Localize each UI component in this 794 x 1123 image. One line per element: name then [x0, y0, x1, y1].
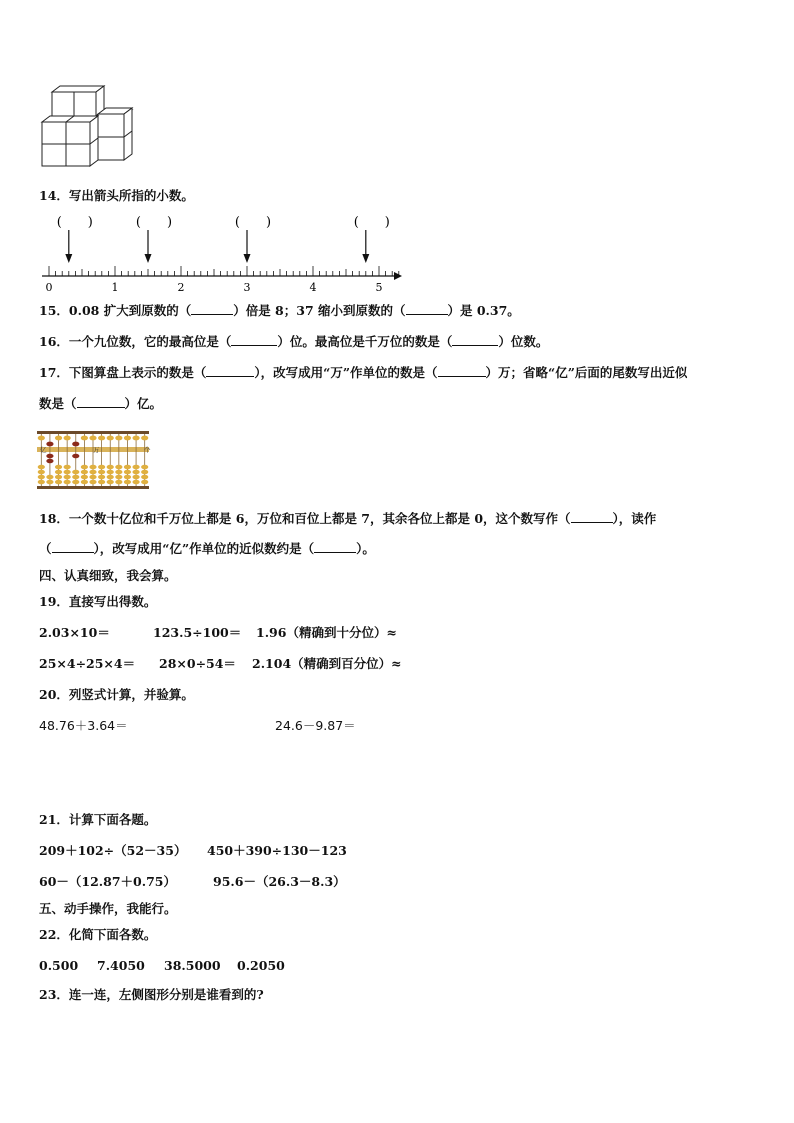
- q15-line: 15．0.08 扩大到原数的（ ）倍是 8；37 缩小到原数的（ ）是 0.37。: [39, 303, 520, 318]
- q22-number: 7.4050: [97, 958, 145, 973]
- number-line: [36, 208, 416, 298]
- q19-item: 1.96（精确到十分位）≈: [256, 625, 397, 640]
- q20-title: 20．列竖式计算，并验算。: [39, 687, 194, 702]
- abacus-bead: [107, 465, 114, 470]
- q20-expression: 48.76＋3.64＝: [39, 718, 128, 733]
- abacus-bead: [132, 436, 139, 441]
- answer-blank[interactable]: [52, 541, 94, 553]
- abacus-bead: [107, 480, 114, 485]
- q19-item: 2.03×10＝: [39, 625, 110, 640]
- abacus-bead: [72, 475, 79, 480]
- arrow-head: [362, 254, 369, 263]
- number-line-arrowhead: [394, 272, 402, 280]
- abacus-bead: [141, 475, 148, 480]
- abacus-bead: [46, 475, 53, 480]
- abacus-bead: [132, 475, 139, 480]
- abacus-bead: [132, 465, 139, 470]
- q19-item: 25×4÷25×4＝: [39, 656, 136, 671]
- abacus-bead: [46, 480, 53, 485]
- abacus-bead: [38, 436, 45, 441]
- abacus-bead: [55, 475, 62, 480]
- q17-line2: 数是（ ）亿。: [39, 396, 163, 411]
- abacus-bead: [141, 465, 148, 470]
- abacus-bottom-bar: [37, 486, 149, 489]
- q14-title: 14．写出箭头所指的小数。: [39, 188, 194, 203]
- number-line-tick-label: 5: [375, 281, 383, 294]
- q21-title: 21．计算下面各题。: [39, 812, 157, 827]
- abacus-bead: [89, 465, 96, 470]
- abacus-bead: [55, 470, 62, 475]
- abacus-bead: [98, 470, 105, 475]
- abacus-place-label: 亿: [40, 446, 47, 454]
- q20-expression: 24.6－9.87＝: [275, 718, 356, 733]
- abacus-bead: [64, 465, 71, 470]
- section-4-heading: 四、认真细致，我会算。: [39, 568, 177, 583]
- cube-stack-figure: [38, 84, 138, 174]
- arrow-head: [244, 254, 251, 263]
- abacus-figure: [36, 429, 150, 491]
- arrow-head: [65, 254, 72, 263]
- abacus-bead: [141, 480, 148, 485]
- q18-line1: 18．一个数十亿位和千万位上都是 6，万位和百位上都是 7，其余各位上都是 0，这个数写作（ ），读作: [39, 511, 657, 526]
- answer-paren: ( ): [353, 215, 390, 230]
- answer-blank[interactable]: [191, 303, 233, 315]
- abacus-bead: [124, 480, 131, 485]
- answer-blank[interactable]: [438, 365, 486, 377]
- q19-item: 123.5÷100＝: [153, 625, 242, 640]
- arrow-head: [145, 254, 152, 263]
- abacus-bead: [89, 475, 96, 480]
- abacus-bead: [124, 465, 131, 470]
- abacus-bead: [107, 470, 114, 475]
- q21-expression: 209＋102÷（52－35）: [39, 843, 187, 858]
- q19-title: 19．直接写出得数。: [39, 594, 157, 609]
- abacus-bead: [89, 480, 96, 485]
- answer-blank[interactable]: [452, 334, 498, 346]
- abacus-bead: [124, 475, 131, 480]
- answer-blank[interactable]: [206, 365, 254, 377]
- abacus-bead: [89, 470, 96, 475]
- abacus-top-bar: [37, 431, 149, 434]
- abacus-bead: [115, 470, 122, 475]
- number-line-tick-label: 3: [243, 281, 251, 294]
- abacus-bead: [115, 480, 122, 485]
- number-line-tick-label: 0: [45, 281, 53, 294]
- answer-paren: ( ): [234, 215, 272, 230]
- q16-line: 16．一个九位数，它的最高位是（ ）位。最高位是千万位的数是（ ）位数。: [39, 334, 549, 349]
- q22-title: 22．化简下面各数。: [39, 927, 157, 942]
- q21-expression: 450＋390÷130－123: [207, 843, 347, 858]
- section-5-heading: 五、动手操作，我能行。: [39, 901, 177, 916]
- abacus-bead: [81, 480, 88, 485]
- abacus-bead: [72, 480, 79, 485]
- answer-blank[interactable]: [571, 511, 613, 523]
- abacus-bead: [38, 465, 45, 470]
- abacus-bead: [107, 436, 114, 441]
- q21-expression: 60－（12.87＋0.75）: [39, 874, 176, 889]
- abacus-bead: [115, 436, 122, 441]
- abacus-bead: [46, 454, 53, 459]
- abacus-bead: [81, 465, 88, 470]
- answer-blank[interactable]: [77, 396, 125, 408]
- answer-paren: ( ): [56, 215, 93, 230]
- answer-blank[interactable]: [231, 334, 277, 346]
- q22-number: 0.500: [39, 958, 79, 973]
- abacus-bead: [38, 470, 45, 475]
- abacus-bead: [81, 436, 88, 441]
- abacus-bead: [38, 475, 45, 480]
- abacus-bead: [141, 436, 148, 441]
- abacus-bead: [141, 470, 148, 475]
- abacus-bead: [115, 465, 122, 470]
- abacus-bead: [98, 436, 105, 441]
- abacus-bead: [124, 436, 131, 441]
- q22-number: 38.5000: [164, 958, 221, 973]
- abacus-bead: [81, 475, 88, 480]
- number-line-tick-label: 4: [309, 281, 317, 294]
- abacus-bead: [46, 459, 53, 464]
- abacus-bead: [64, 480, 71, 485]
- abacus-bead: [72, 470, 79, 475]
- abacus-place-label: 个: [144, 446, 151, 454]
- abacus-place-label: 万: [93, 446, 100, 454]
- q17-line1: 17．下图算盘上表示的数是（ ），改写成用“万”作单位的数是（ ）万；省略“亿”后面的尾数写出近似: [39, 365, 688, 380]
- abacus-bead: [98, 480, 105, 485]
- abacus-bead: [98, 465, 105, 470]
- abacus-bead: [64, 470, 71, 475]
- abacus-bead: [132, 470, 139, 475]
- answer-blank[interactable]: [314, 541, 356, 553]
- number-line-tick-label: 1: [111, 281, 119, 294]
- abacus-bead: [72, 442, 79, 447]
- abacus-bead: [115, 475, 122, 480]
- abacus-bead: [55, 480, 62, 485]
- abacus-bead: [64, 475, 71, 480]
- abacus-bead: [38, 480, 45, 485]
- abacus-bead: [132, 480, 139, 485]
- abacus-bead: [46, 442, 53, 447]
- abacus-bead: [98, 475, 105, 480]
- q22-number: 0.2050: [237, 958, 285, 973]
- abacus-bead: [55, 436, 62, 441]
- q18-line2: （ ），改写成用“亿”作单位的近似数约是（ ）。: [39, 541, 375, 556]
- abacus-bead: [64, 436, 71, 441]
- number-line-tick-label: 2: [177, 281, 185, 294]
- abacus-bead: [81, 470, 88, 475]
- abacus-bead: [107, 475, 114, 480]
- q23-title: 23．连一连，左侧图形分别是谁看到的?: [39, 987, 264, 1002]
- abacus-bead: [124, 470, 131, 475]
- abacus-bead: [72, 454, 79, 459]
- answer-paren: ( ): [135, 215, 173, 230]
- q19-item: 2.104（精确到百分位）≈: [252, 656, 402, 671]
- q19-item: 28×0÷54＝: [159, 656, 236, 671]
- abacus-bead: [55, 465, 62, 470]
- answer-blank[interactable]: [406, 303, 448, 315]
- abacus-bead: [89, 436, 96, 441]
- q21-expression: 95.6－（26.3－8.3）: [213, 874, 346, 889]
